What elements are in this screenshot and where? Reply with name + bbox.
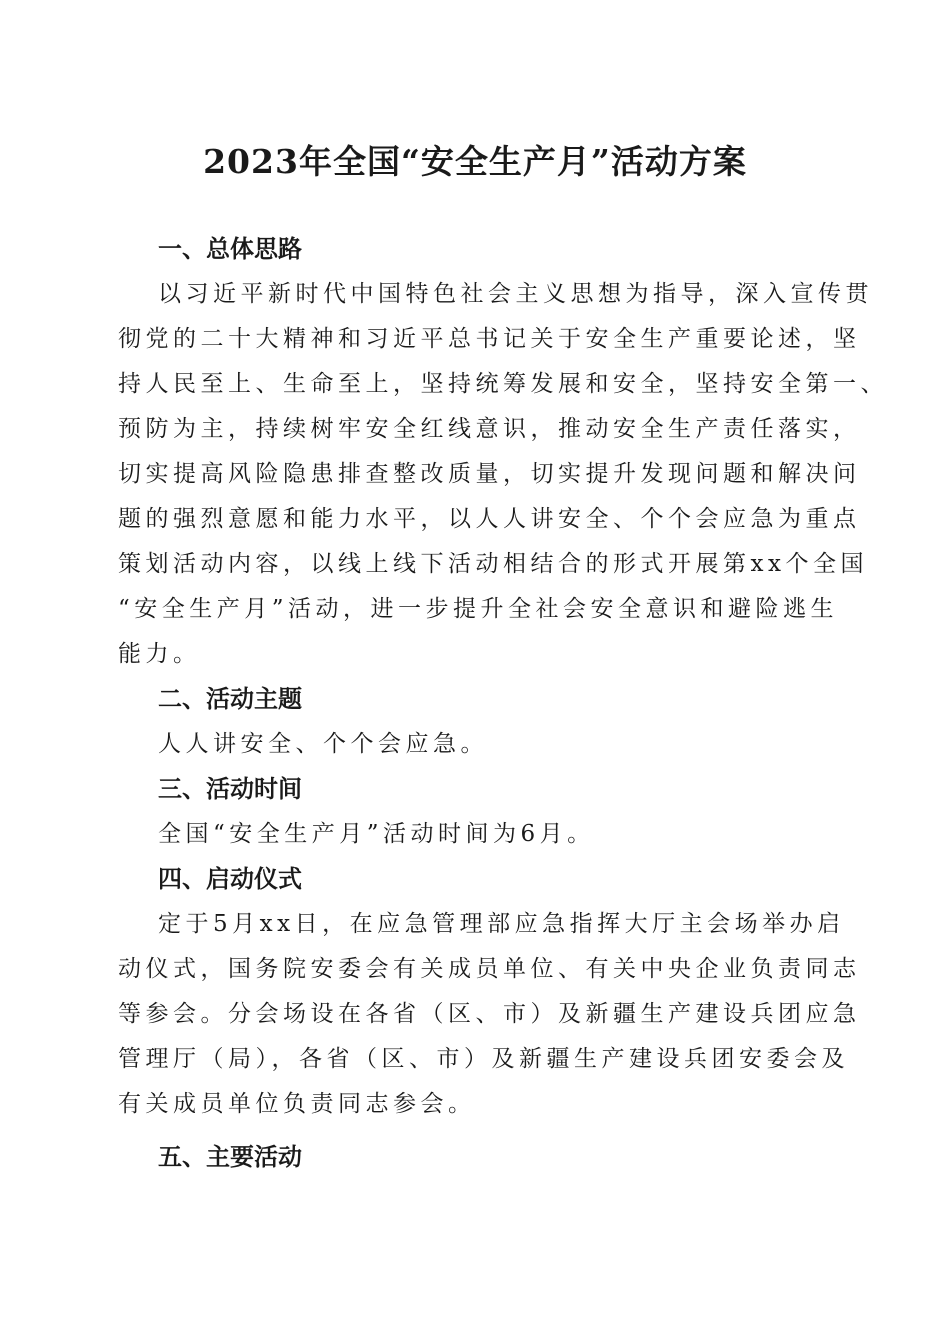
paragraph-line: 等参会。分会场设在各省（区、市）及新疆生产建设兵团应急 [118, 1001, 861, 1027]
paragraph-line: 以习近平新时代中国特色社会主义思想为指导，深入宣传贯 [158, 281, 873, 307]
paragraph-line: 全国“安全生产月”活动时间为6月。 [158, 821, 595, 847]
section-overall-approach [118, 227, 888, 677]
section-launch-ceremony [118, 857, 861, 1127]
paragraph-line: 管理厅（局），各省（区、市）及新疆生产建设兵团安委会及 [118, 1046, 849, 1072]
paragraph-line: 定于5月xx日，在应急管理部应急指挥大厅主会场举办启 [158, 911, 845, 937]
section-main-activities [118, 1135, 830, 1180]
section-heading: 一、总体思路 [158, 235, 302, 263]
paragraph-line: 动仪式，国务院安委会有关成员单位、有关中央企业负责同志 [118, 956, 861, 982]
paragraph-line: 预防为主，持续树牢安全红线意识，推动安全生产责任落实， [118, 416, 861, 442]
paragraph-line: 持人民至上、生命至上，坚持统筹发展和安全，坚持安全第一、 [118, 371, 888, 397]
paragraph-line: 有关成员单位负责同志参会。 [118, 1091, 476, 1117]
paragraph-line: 策划活动内容，以线上线下活动相结合的形式开展第xx个全国 [118, 551, 868, 577]
paragraph-line: 切实提高风险隐患排查整改质量，切实提升发现问题和解决问 [118, 461, 861, 487]
section-activity-theme [118, 677, 830, 767]
document-body [118, 227, 888, 1180]
section-activity-time [118, 767, 830, 857]
document-title: 2023年全国“安全生产月”活动方案 [203, 142, 747, 181]
paragraph-line: 彻党的二十大精神和习近平总书记关于安全生产重要论述，坚 [118, 326, 861, 352]
paragraph-line: 能力。 [118, 641, 201, 667]
section-paragraph [118, 272, 888, 677]
section-heading: 三、活动时间 [158, 775, 302, 803]
paragraph-line: 题的强烈意愿和能力水平，以人人讲安全、个个会应急为重点 [118, 506, 861, 532]
section-paragraph [118, 812, 830, 857]
section-heading: 四、启动仪式 [158, 865, 302, 893]
section-heading: 二、活动主题 [158, 685, 302, 713]
section-paragraph [118, 902, 861, 1127]
section-paragraph [118, 722, 830, 767]
paragraph-line: 人人讲安全、个个会应急。 [158, 731, 488, 757]
paragraph-line: “安全生产月”活动，进一步提升全社会安全意识和避险逃生 [118, 596, 839, 622]
section-heading: 五、主要活动 [158, 1143, 302, 1171]
